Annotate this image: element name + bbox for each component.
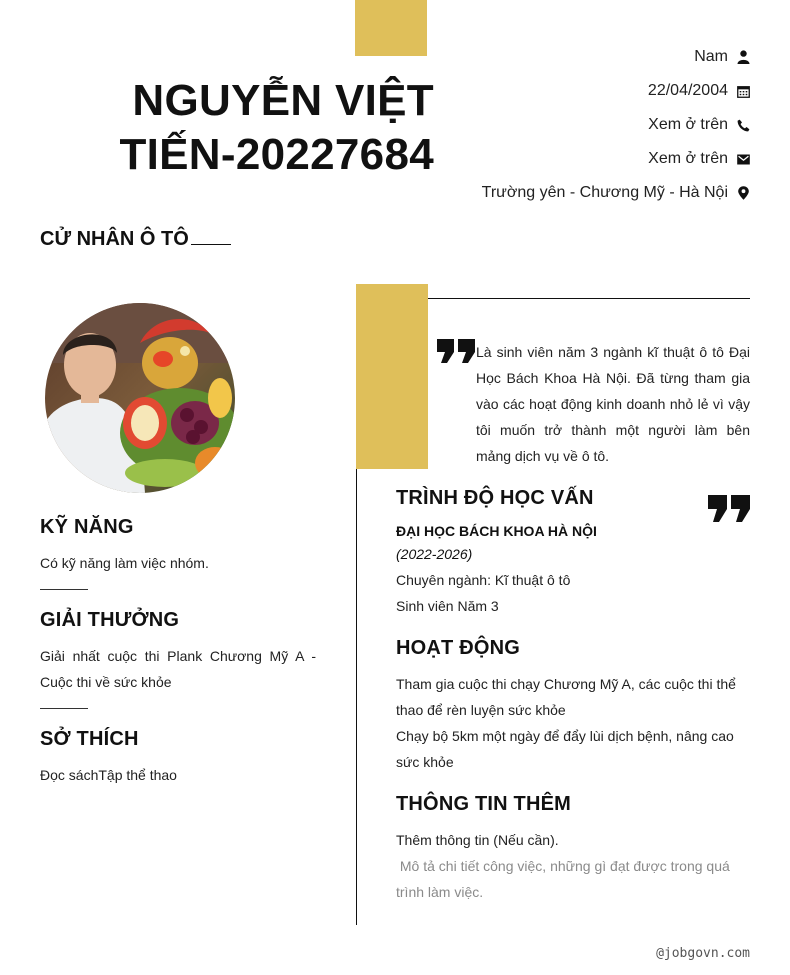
contact-info (410, 40, 750, 210)
skills-text: Có kỹ năng làm việc nhóm. (40, 555, 209, 571)
divider-line (428, 298, 750, 299)
skills-heading: KỸ NĂNG (40, 516, 134, 538)
job-title (40, 228, 231, 251)
gender-text: Nam (694, 48, 728, 65)
quote-open-icon (437, 312, 475, 376)
awards-text: Giải nhất cuộc thi Plank Chương Mỹ A - Cuộc thi về sức khỏe (40, 648, 316, 690)
contact-phone (410, 108, 750, 142)
section-divider (40, 589, 88, 590)
additional-info-heading: THÔNG TIN THÊM (396, 793, 572, 815)
job-title-text: CỬ NHÂN Ô TÔ (40, 228, 189, 250)
footer-watermark: @jobgovn.com (656, 946, 750, 961)
hobbies-heading: SỞ THÍCH (40, 728, 139, 750)
hobbies-text: Đọc sáchTập thể thao (40, 767, 177, 783)
activities-text: Tham gia cuộc thi chạy Chương Mỹ A, các cuộc thi thể thao để rèn luyện sức khỏe Chạy bộ 5km một ngày để đẩy lùi dịch bệnh, nâng cao sức khỏe (396, 676, 736, 770)
column-divider (356, 469, 357, 925)
phone-text: Xem ở trên (648, 116, 728, 133)
email-text: Xem ở trên (648, 150, 728, 167)
candidate-name: NGUYỄN VIỆT TIẾN-20227684 (119, 76, 434, 179)
education-year-level: Sinh viên Năm 3 (396, 598, 499, 614)
calendar-icon (736, 84, 750, 98)
contact-email (410, 142, 750, 176)
avatar (45, 303, 235, 493)
address-text: Trường yên - Chương Mỹ - Hà Nội (481, 184, 728, 201)
education-major: Chuyên ngành: Kĩ thuật ô tô (396, 572, 571, 588)
accent-block-middle (356, 284, 428, 469)
additional-info-text: Thêm thông tin (Nếu cần). (396, 832, 559, 848)
section-divider (40, 708, 88, 709)
phone-icon (736, 118, 750, 132)
mail-icon (736, 152, 750, 166)
education-school: ĐẠI HỌC BÁCH KHOA HÀ NỘI (396, 523, 597, 539)
career-objective: Là sinh viên năm 3 ngành kĩ thuật ô tô Đại Học Bách Khoa Hà Nội. Đã từng tham gia vào các hoạt động kinh doanh nhỏ lẻ vì vậy tôi muốn trở thành một người làm bên mảng dịch vụ về ô tô. (476, 344, 750, 464)
education-years: (2022-2026) (396, 546, 473, 562)
additional-info-description: Mô tả chi tiết công việc, những gì đạt được trong quá trình làm việc. (396, 858, 734, 900)
title-underline (191, 244, 231, 245)
contact-address (410, 176, 750, 210)
person-icon (736, 50, 750, 64)
education-heading: TRÌNH ĐỘ HỌC VẤN (396, 487, 594, 509)
birthday-text: 22/04/2004 (647, 82, 728, 99)
awards-heading: GIẢI THƯỞNG (40, 609, 180, 631)
contact-birthday (410, 74, 750, 108)
location-pin-icon (736, 186, 750, 200)
activities-heading: HOẠT ĐỘNG (396, 637, 521, 659)
contact-gender (410, 40, 750, 74)
